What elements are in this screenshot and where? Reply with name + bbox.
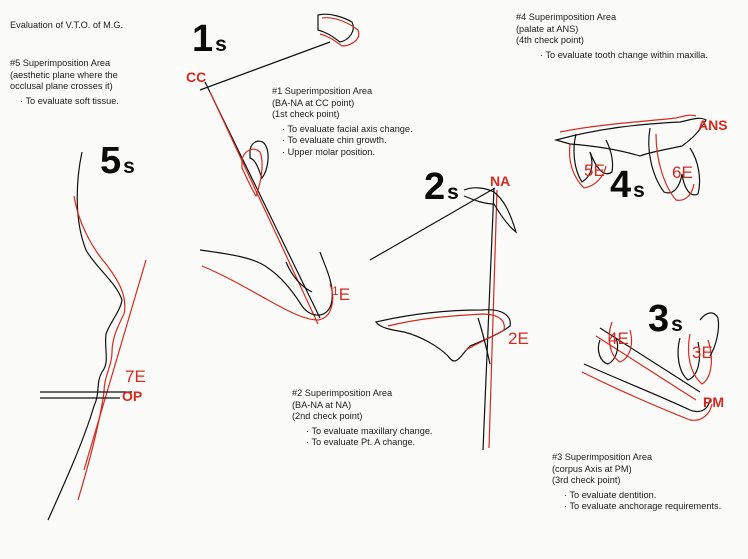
region-number: 4: [610, 164, 632, 206]
area-1-line: (BA-NA at CC point): [272, 97, 355, 108]
area-1-bullet: · To evaluate chin growth.: [282, 135, 387, 145]
region-suffix: s: [447, 181, 459, 204]
region-label-2s: [424, 168, 459, 206]
area-5-bullet: · To evaluate soft tissue.: [20, 95, 119, 106]
tooth-number: 1: [332, 284, 339, 298]
tooth-number: 7: [125, 367, 135, 386]
area-2-heading: #2 Superimposition Area: [292, 388, 393, 398]
area-3-line: (corpus Axis at PM): [552, 463, 632, 474]
tooth-label-3e: 3E: [692, 343, 713, 362]
region-number: 3: [648, 298, 670, 340]
area-5-text: [10, 58, 119, 107]
tooth-suffix: E: [338, 285, 351, 304]
area-1-bullet: · Upper molar position.: [282, 146, 375, 157]
area-3-heading: #3 Superimposition Area: [552, 452, 653, 462]
area-3-text: [552, 452, 721, 513]
region-label-4s: [610, 166, 645, 204]
area-5-line: occlusal plane crosses it): [10, 81, 113, 91]
region-suffix: s: [671, 313, 683, 336]
tooth-label-4e: 4E: [608, 329, 629, 348]
area-5-line: (aesthetic plane where the: [10, 69, 118, 80]
tooth-label-1e: [332, 285, 350, 303]
area-3-line: (3rd check point): [552, 475, 621, 485]
region-label-5s: [100, 142, 135, 180]
tooth-label-2e: [508, 330, 529, 347]
region-label-3s: [648, 300, 683, 338]
area-3-bullet: · To evaluate anchorage requirements.: [564, 501, 722, 511]
area-1-heading: #1 Superimposition Area: [272, 86, 373, 96]
area-4-heading: #4 Superimposition Area: [516, 12, 617, 22]
region-number: 5: [100, 140, 122, 182]
page-title: Evaluation of V.T.O. of M.G.: [10, 20, 124, 30]
superimposition-1-drawing: [200, 14, 359, 324]
superimposition-5-drawing: [40, 152, 146, 520]
area-4-text: [516, 12, 708, 61]
area-1-line: (1st check point): [272, 109, 340, 119]
region-suffix: s: [123, 155, 135, 178]
tooth-label-5e: 5E: [584, 161, 605, 180]
area-2-bullet: · To evaluate maxillary change.: [306, 425, 433, 436]
point-label-op: OP: [122, 388, 143, 404]
tooth-number: 2: [508, 329, 518, 348]
area-2-line: (2nd check point): [292, 411, 363, 421]
area-2-line: (BA-NA at NA): [292, 399, 352, 410]
area-4-bullet: · To evaluate tooth change within maxilla.: [540, 49, 708, 60]
area-4-line: (4th check point): [516, 35, 584, 45]
region-suffix: s: [633, 179, 645, 202]
region-number: 2: [424, 166, 446, 208]
tooth-suffix: E: [517, 329, 529, 348]
tooth-label-7e: [125, 368, 146, 385]
area-4-line: (palate at ANS): [516, 23, 579, 34]
tooth-suffix: E: [134, 367, 146, 386]
region-label-1s: [192, 20, 227, 58]
point-label-ans: ANS: [698, 117, 728, 133]
point-label-na: NA: [490, 173, 511, 189]
area-2-text: [292, 388, 432, 449]
area-2-bullet: · To evaluate Pt. A change.: [306, 437, 416, 447]
tooth-label-6e: 6E: [672, 163, 693, 182]
region-number: 1: [192, 18, 214, 60]
area-3-bullet: · To evaluate dentition.: [564, 489, 657, 500]
area-1-text: [272, 86, 413, 158]
area-1-bullet: · To evaluate facial axis change.: [282, 123, 413, 134]
point-label-pm: PM: [703, 394, 724, 410]
point-label-cc: CC: [186, 69, 207, 85]
region-suffix: s: [215, 33, 227, 56]
area-5-heading: #5 Superimposition Area: [10, 58, 111, 68]
